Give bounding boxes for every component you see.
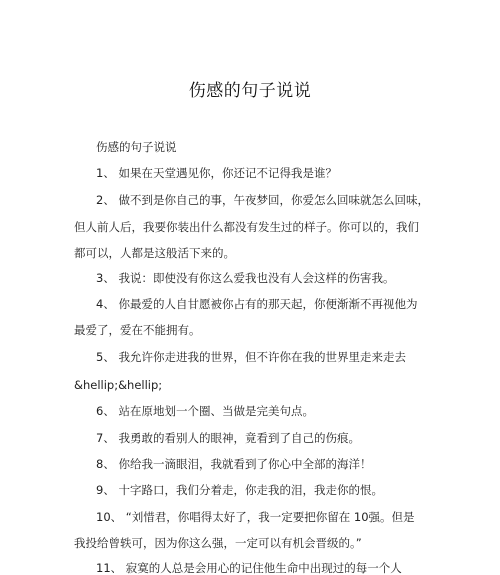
paragraph-line: 最爱了，爱在不能拥有。 <box>74 323 201 337</box>
paragraph-line: 但人前人后，我要你装出什么都没有发生过的样子。你可以的，我们 <box>74 220 419 234</box>
paragraph-line: 5、 我允许你走进我的世界，但不许你在我的世界里走来走去 <box>96 350 406 364</box>
paragraph-line: 6、 站在原地划一个圈、当做是完美句点。 <box>96 404 314 418</box>
paragraph-line: 都可以，人都是这般活下来的。 <box>74 246 235 260</box>
paragraph-line: 8、 你给我一滴眼泪，我就看到了你心中全部的海洋！ <box>96 457 372 471</box>
paragraph-line: 3、 我说：即使没有你这么爱我也没有人会这样的伤害我。 <box>96 271 395 285</box>
paragraph-line: 7、 我勇敢的看别人的眼神，竟看到了自己的伤痕。 <box>96 431 360 445</box>
paragraph-line: 10、 “刘惜君，你唱得太好了，我一定要把你留在 10强。但是 <box>96 510 415 524</box>
document-title: 伤感的句子说说 <box>188 81 312 101</box>
paragraph-line: 4、 你最爱的人自甘愿被你占有的那天起，你便渐渐不再视他为 <box>96 297 418 311</box>
paragraph-line: 2、 做不到是你自己的事，午夜梦回，你爱怎么回味就怎么回味， <box>96 193 429 207</box>
section-heading: 伤感的句子说说 <box>96 140 177 154</box>
paragraph-line: 9、 十字路口，我们分着走，你走我的泪，我走你的恨。 <box>96 483 383 497</box>
paragraph-line: 我投给曾轶可，因为你这么强，一定可以有机会晋级的。” <box>74 536 362 550</box>
paragraph-line: &hellip;&hellip; <box>74 378 163 392</box>
paragraph-line: 11、 寂寞的人总是会用心的记住他生命中出现过的每一个人 <box>96 561 402 575</box>
paragraph-line: 1、 如果在天堂遇见你，你还记不记得我是谁？ <box>96 166 337 180</box>
